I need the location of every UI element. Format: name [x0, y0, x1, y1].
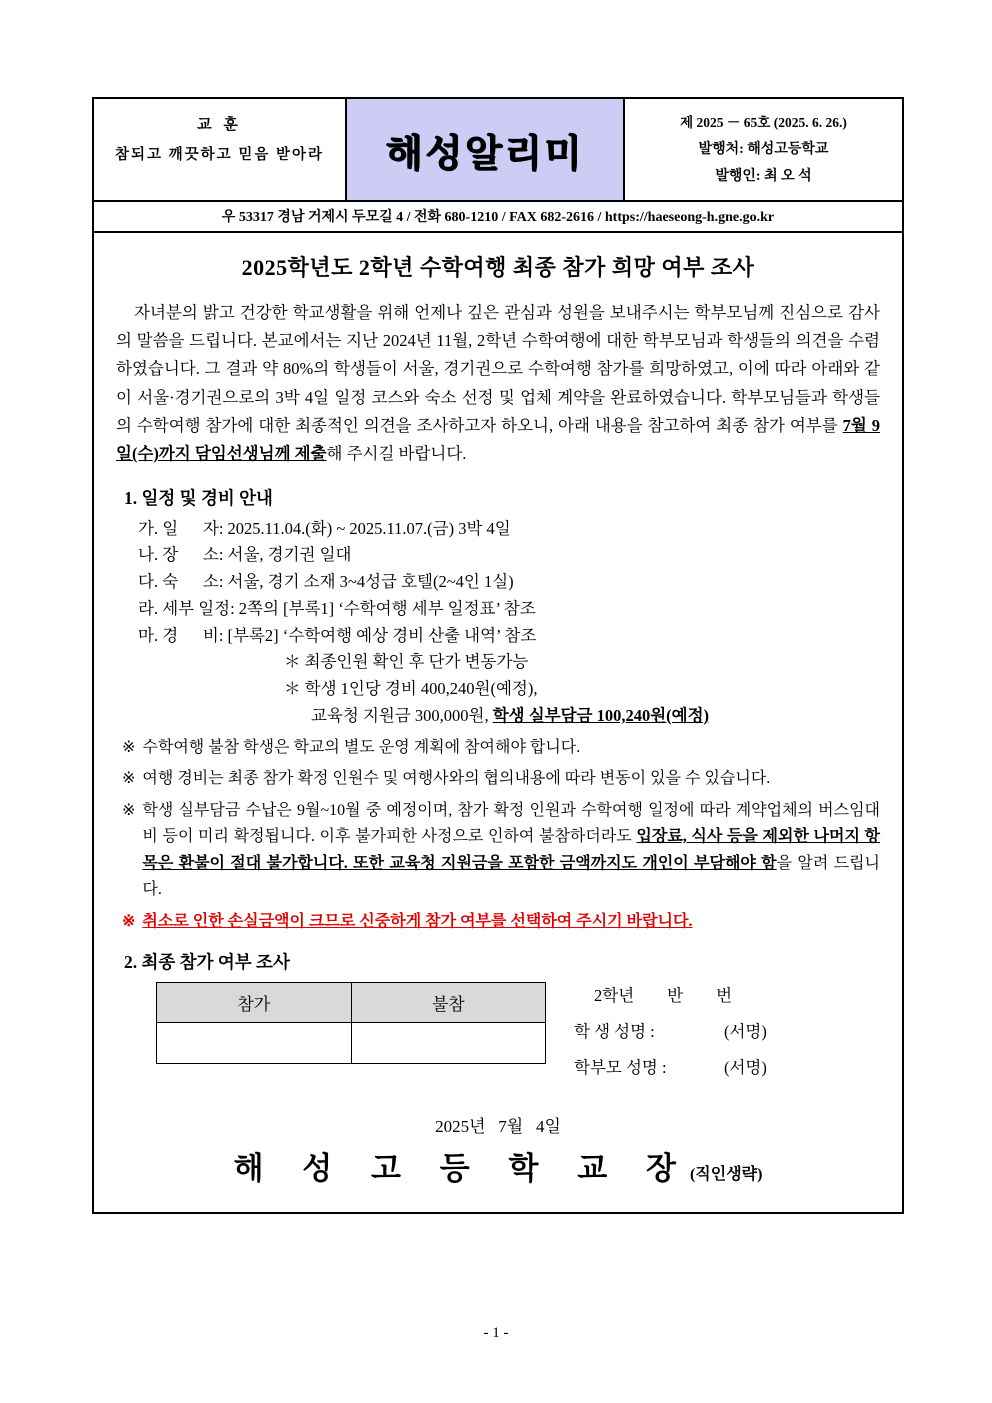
parent-name-line — [574, 1054, 880, 1078]
cost-support-amount: 교육청 지원금 300,000원, — [311, 705, 493, 725]
note-text: 수학여행 불참 학생은 학교의 별도 운영 계획에 참여해야 합니다. — [142, 738, 581, 756]
schedule-item-lodging: 다. 숙 소: 서울, 경기 소재 3~4성급 호텔(2~4인 1실) — [138, 572, 514, 592]
section1-heading: 1. 일정 및 경비 안내 — [124, 487, 273, 508]
school-principal-signature — [116, 1143, 880, 1188]
issue-info-cell — [625, 99, 902, 200]
note-item-1 — [122, 735, 880, 762]
note3-refund-emphasis: 입장료, 식사 등을 제외한 나머지 항목은 환불이 절대 불가합니다. 또한 교육청 지원금을 포함한 금액까지도 개인이 부담해야 함 — [142, 828, 880, 872]
schedule-item-detail: 라. 세부 일정: 2쪽의 [부록1] ‘수학여행 세부 일정표’ 참조 — [138, 598, 536, 618]
school-name-text: 해 성 고 등 학 교 장 — [233, 1151, 690, 1188]
table-row — [157, 1023, 546, 1064]
motto-title: 교 훈 — [197, 117, 242, 133]
publisher-person: 발행인: 최 오 석 — [715, 169, 812, 184]
response-area — [116, 982, 880, 1090]
note-mark-icon: ※ — [122, 738, 136, 756]
document-content — [94, 233, 902, 1212]
note-warning-cancellation — [122, 909, 880, 936]
schedule-item-date: 가. 일 자: 2025.11.04.(화) ~ 2025.11.07.(금) 3박 4일 — [138, 518, 511, 538]
note3-part2: 을 알려 드립니다. — [142, 854, 880, 899]
publisher-org: 발행처: 해성고등학교 — [698, 142, 829, 157]
section2-heading: 2. 최종 참가 여부 조사 — [124, 952, 290, 973]
school-motto-cell — [94, 99, 347, 200]
student-name-line — [574, 1018, 880, 1042]
student-signature-hint: (서명) — [724, 1022, 767, 1042]
note-item-3 — [122, 798, 880, 904]
note-item-2 — [122, 766, 880, 793]
newsletter-brand-cell — [347, 99, 625, 200]
cost-subitem-perstudent: ＊ 학생 1인당 경비 400,240원(예정), — [284, 679, 538, 699]
intro-deadline-emphasis: 7월 9일(수)까지 담임선생님께 제출 — [116, 416, 880, 464]
note-text — [142, 798, 880, 904]
address-bar: 우 53317 경남 거제시 두모길 4 / 전화 680-1210 / FAX 682-2616 / https://haeseong-h.gne.go.kr — [94, 202, 902, 233]
note-text: 여행 경비는 최종 참가 확정 인원수 및 여행사와의 협의내용에 따라 변동이 있을 수 있습니다. — [142, 770, 771, 788]
intro-text-part1: 자녀분의 밝고 건강한 학교생활을 위해 언제나 깊은 관심과 성원을 보내주시는 학부모님께 진심으로 감사의 말씀을 드립니다. 본교에서는 지난 2024년 11월, 2학년 수학여행에 대한 학부모님과 학생들의 의견을 수렴하였습니다. 그 결과 약 80%의 학생들이 서울, 경기권으로 수학여행 참가를 희망하였고, 이에 따라 아래와 같이 서울·경기권으로의 3박 4일 일정 코스와 숙소 선정 및 업체 계약을 완료하였습니다. 학부모님들과 학생들의 수학여행 참가에 대한 최종적인 의견을 조사하고자 하오니, 아래 내용을 참고하여 최종 참가 여부를 — [116, 302, 880, 435]
newsletter-brand-title: 해성알리미 — [385, 131, 585, 175]
table-header-attend: 참가 — [157, 983, 352, 1023]
schedule-item-place: 나. 장 소: 서울, 경기권 일대 — [138, 545, 352, 565]
grade-class-number-line: 2학년 반 번 — [594, 986, 733, 1006]
cost-student-share-emphasis: 학생 실부담금 100,240원(예정) — [492, 705, 710, 725]
note3-part1: 학생 실부담금 수납은 9월~10월 중 예정이며, 참가 확정 인원과 수학여행 일정에 따라 계약업체의 버스임대비 등이 미리 확정됩니다. 이후 불가피한 사정으로 인하여 불참하더라도 — [142, 801, 880, 846]
issue-number: 제 2025 － 65호 (2025. 6. 26.) — [680, 115, 847, 130]
cost-subitem-unitprice: ＊ 최종인원 확인 후 단가 변동가능 — [284, 652, 529, 672]
parent-signature-hint: (서명) — [724, 1058, 767, 1078]
table-header-row — [157, 983, 546, 1023]
participation-table — [156, 982, 546, 1064]
student-name-label: 학 생 성명 : — [574, 1022, 655, 1042]
masthead — [94, 99, 902, 202]
intro-paragraph — [116, 299, 880, 469]
table-cell-attend-checkbox[interactable] — [157, 1023, 352, 1064]
note-warning-text: 취소로 인한 손실금액이 크므로 신중하게 참가 여부를 선택하여 주시기 바랍니다. — [142, 912, 693, 930]
parent-name-label: 학부모 성명 : — [574, 1058, 667, 1078]
page-number: - 1 - — [483, 1325, 509, 1341]
cost-breakdown-line — [311, 703, 880, 730]
intro-text-part2: 해 주시길 바랍니다. — [326, 444, 467, 464]
issue-date: 2025년 7월 4일 — [435, 1117, 561, 1137]
table-cell-not-attend-checkbox[interactable] — [351, 1023, 546, 1064]
page-title: 2025학년도 2학년 수학여행 최종 참가 희망 여부 조사 — [241, 255, 755, 280]
signature-block — [574, 982, 880, 1090]
note-mark-icon: ※ — [122, 912, 136, 930]
table-header-not-attend: 불참 — [351, 983, 546, 1023]
note-mark-icon: ※ — [122, 801, 136, 819]
seal-omitted-note: (직인생략) — [689, 1166, 763, 1184]
schedule-item-cost: 마. 경 비: [부록2] ‘수학여행 예상 경비 산출 내역’ 참조 — [138, 625, 537, 645]
motto-text: 참되고 깨끗하고 믿음 받아라 — [115, 147, 324, 163]
newsletter-page — [92, 97, 904, 1214]
note-mark-icon: ※ — [122, 770, 136, 788]
